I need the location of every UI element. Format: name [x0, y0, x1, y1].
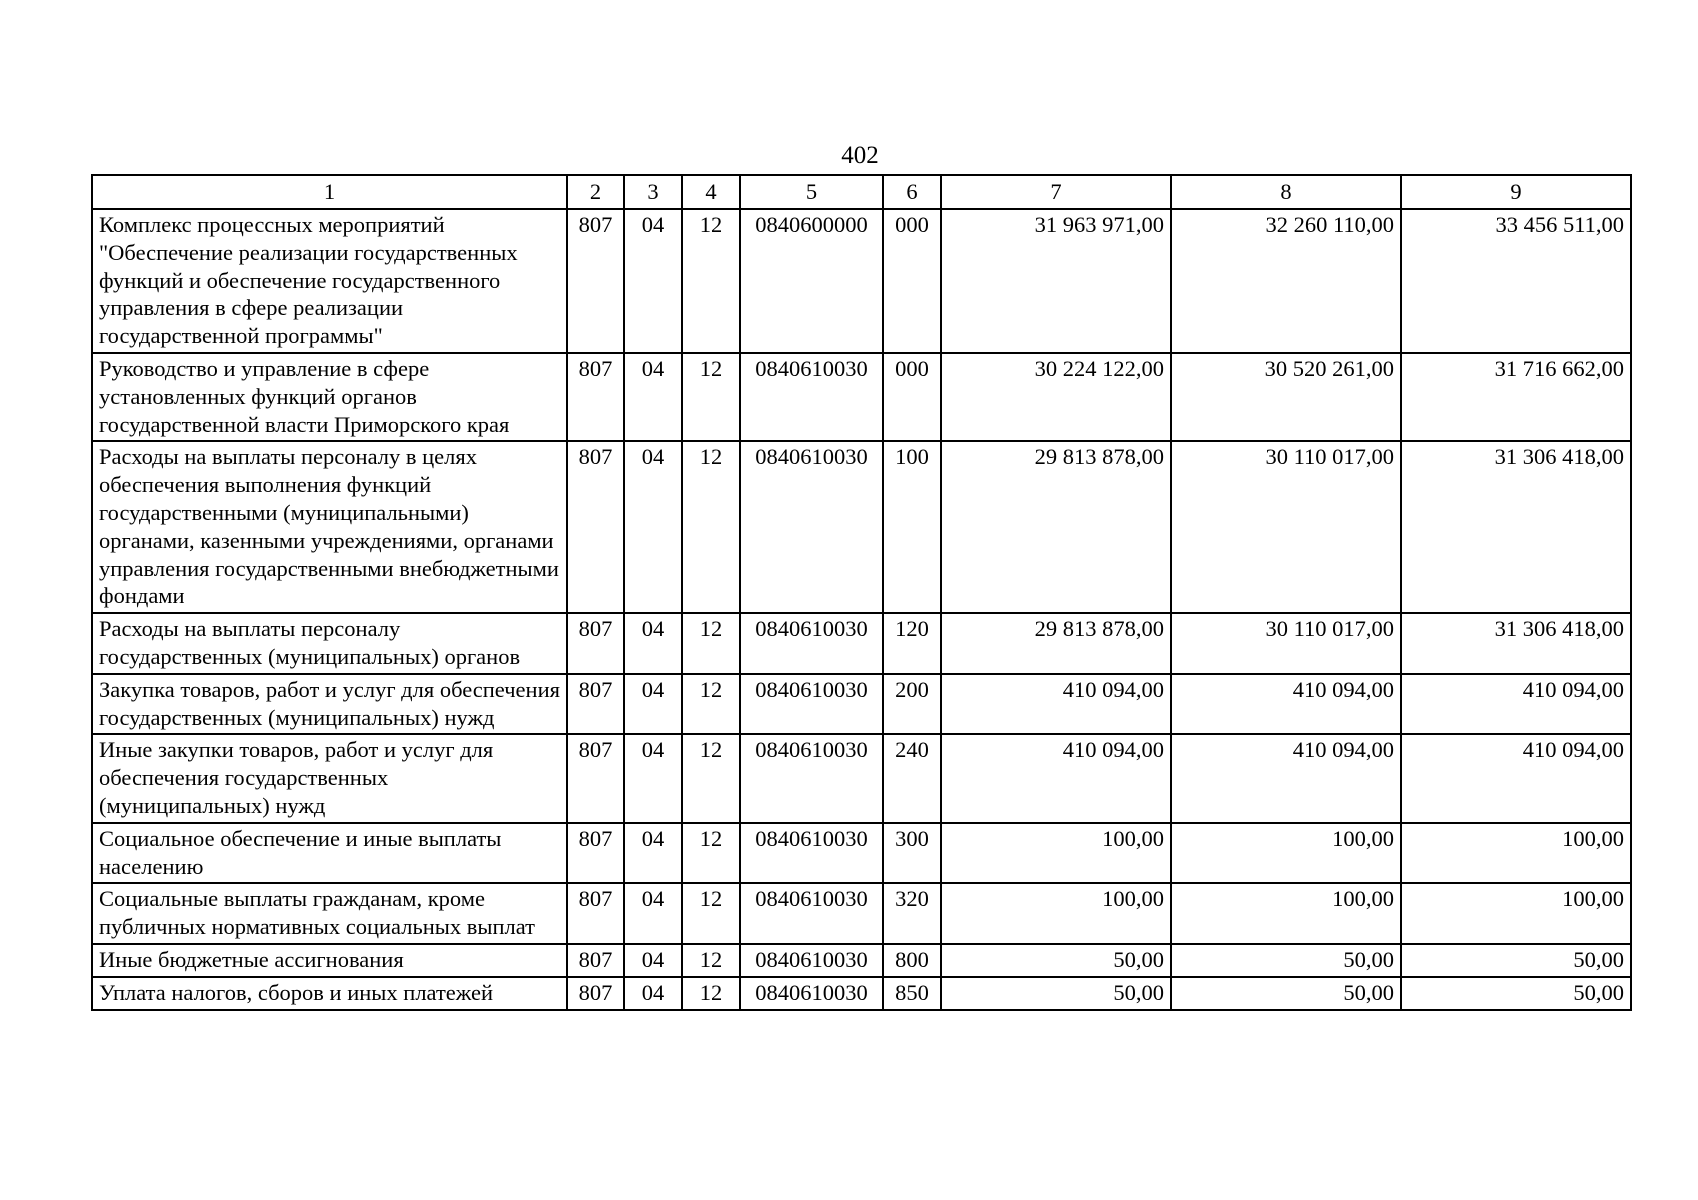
ministry-code: 807 — [567, 674, 624, 735]
expense-type-code: 300 — [883, 823, 941, 884]
amount-col8: 410 094,00 — [1171, 674, 1401, 735]
ministry-code: 807 — [567, 353, 624, 441]
subsection-code: 12 — [682, 353, 740, 441]
subsection-code: 12 — [682, 883, 740, 944]
amount-col8: 50,00 — [1171, 944, 1401, 977]
section-code: 04 — [624, 734, 682, 822]
page-number: 402 — [841, 142, 879, 169]
ministry-code: 807 — [567, 734, 624, 822]
target-article-code: 0840610030 — [740, 944, 883, 977]
amount-col7: 50,00 — [941, 977, 1171, 1010]
target-article-code: 0840610030 — [740, 441, 883, 613]
expense-type-code: 120 — [883, 613, 941, 674]
expense-name: Иные закупки товаров, работ и услуг для обеспечения государственных (муниципальных) нужд — [92, 734, 567, 822]
amount-col7: 410 094,00 — [941, 674, 1171, 735]
amount-col8: 32 260 110,00 — [1171, 209, 1401, 353]
expense-name: Закупка товаров, работ и услуг для обеспечения государственных (муниципальных) нужд — [92, 674, 567, 735]
subsection-code: 12 — [682, 734, 740, 822]
section-code: 04 — [624, 883, 682, 944]
budget-table — [91, 174, 1632, 1011]
ministry-code: 807 — [567, 209, 624, 353]
amount-col9: 50,00 — [1401, 944, 1631, 977]
amount-col7: 100,00 — [941, 823, 1171, 884]
amount-col9: 31 306 418,00 — [1401, 613, 1631, 674]
amount-col7: 410 094,00 — [941, 734, 1171, 822]
amount-col9: 410 094,00 — [1401, 734, 1631, 822]
amount-col8: 100,00 — [1171, 883, 1401, 944]
amount-col9: 31 306 418,00 — [1401, 441, 1631, 613]
expense-type-code: 240 — [883, 734, 941, 822]
amount-col9: 100,00 — [1401, 883, 1631, 944]
ministry-code: 807 — [567, 613, 624, 674]
section-code: 04 — [624, 823, 682, 884]
amount-col7: 29 813 878,00 — [941, 441, 1171, 613]
subsection-code: 12 — [682, 209, 740, 353]
ministry-code: 807 — [567, 883, 624, 944]
target-article-code: 0840610030 — [740, 734, 883, 822]
target-article-code: 0840610030 — [740, 883, 883, 944]
section-code: 04 — [624, 674, 682, 735]
amount-col8: 30 110 017,00 — [1171, 441, 1401, 613]
amount-col8: 30 110 017,00 — [1171, 613, 1401, 674]
table-row — [92, 944, 1631, 977]
table-row — [92, 977, 1631, 1010]
target-article-code: 0840610030 — [740, 823, 883, 884]
expense-type-code: 320 — [883, 883, 941, 944]
table-row — [92, 353, 1631, 441]
amount-col8: 50,00 — [1171, 977, 1401, 1010]
target-article-code: 0840600000 — [740, 209, 883, 353]
expense-type-code: 800 — [883, 944, 941, 977]
subsection-code: 12 — [682, 823, 740, 884]
amount-col9: 33 456 511,00 — [1401, 209, 1631, 353]
subsection-code: 12 — [682, 944, 740, 977]
expense-type-code: 000 — [883, 209, 941, 353]
table-row — [92, 613, 1631, 674]
column-header: 1 — [92, 175, 567, 209]
section-code: 04 — [624, 353, 682, 441]
expense-name: Социальные выплаты гражданам, кроме публичных нормативных социальных выплат — [92, 883, 567, 944]
section-code: 04 — [624, 944, 682, 977]
table-row — [92, 441, 1631, 613]
table-row — [92, 674, 1631, 735]
expense-type-code: 000 — [883, 353, 941, 441]
table-row — [92, 883, 1631, 944]
expense-name: Руководство и управление в сфере установленных функций органов государственной власти Приморского края — [92, 353, 567, 441]
expense-name: Социальное обеспечение и иные выплаты населению — [92, 823, 567, 884]
subsection-code: 12 — [682, 441, 740, 613]
expense-name: Уплата налогов, сборов и иных платежей — [92, 977, 567, 1010]
column-header: 3 — [624, 175, 682, 209]
amount-col8: 30 520 261,00 — [1171, 353, 1401, 441]
expense-name: Расходы на выплаты персоналу в целях обеспечения выполнения функций государственными (муниципальными) органами, казенными учреждениями, органами управления государственными внебюджетными фондами — [92, 441, 567, 613]
subsection-code: 12 — [682, 977, 740, 1010]
amount-col8: 410 094,00 — [1171, 734, 1401, 822]
amount-col9: 410 094,00 — [1401, 674, 1631, 735]
target-article-code: 0840610030 — [740, 613, 883, 674]
target-article-code: 0840610030 — [740, 977, 883, 1010]
ministry-code: 807 — [567, 823, 624, 884]
expense-name: Комплекс процессных мероприятий "Обеспечение реализации государственных функций и обеспечение государственного управления в сфере реализации государственной программы" — [92, 209, 567, 353]
table-row — [92, 209, 1631, 353]
subsection-code: 12 — [682, 674, 740, 735]
amount-col7: 100,00 — [941, 883, 1171, 944]
target-article-code: 0840610030 — [740, 674, 883, 735]
column-header: 5 — [740, 175, 883, 209]
table-row — [92, 823, 1631, 884]
column-header: 9 — [1401, 175, 1631, 209]
amount-col7: 31 963 971,00 — [941, 209, 1171, 353]
section-code: 04 — [624, 977, 682, 1010]
expense-type-code: 850 — [883, 977, 941, 1010]
amount-col7: 29 813 878,00 — [941, 613, 1171, 674]
ministry-code: 807 — [567, 944, 624, 977]
column-header: 7 — [941, 175, 1171, 209]
ministry-code: 807 — [567, 441, 624, 613]
amount-col8: 100,00 — [1171, 823, 1401, 884]
column-header: 4 — [682, 175, 740, 209]
amount-col9: 31 716 662,00 — [1401, 353, 1631, 441]
amount-col7: 30 224 122,00 — [941, 353, 1171, 441]
expense-type-code: 100 — [883, 441, 941, 613]
amount-col9: 100,00 — [1401, 823, 1631, 884]
amount-col7: 50,00 — [941, 944, 1171, 977]
column-number-row — [92, 175, 1631, 209]
section-code: 04 — [624, 209, 682, 353]
ministry-code: 807 — [567, 977, 624, 1010]
amount-col9: 50,00 — [1401, 977, 1631, 1010]
section-code: 04 — [624, 613, 682, 674]
expense-name: Расходы на выплаты персоналу государственных (муниципальных) органов — [92, 613, 567, 674]
column-header: 2 — [567, 175, 624, 209]
subsection-code: 12 — [682, 613, 740, 674]
section-code: 04 — [624, 441, 682, 613]
target-article-code: 0840610030 — [740, 353, 883, 441]
column-header: 6 — [883, 175, 941, 209]
expense-type-code: 200 — [883, 674, 941, 735]
table-row — [92, 734, 1631, 822]
expense-name: Иные бюджетные ассигнования — [92, 944, 567, 977]
column-header: 8 — [1171, 175, 1401, 209]
